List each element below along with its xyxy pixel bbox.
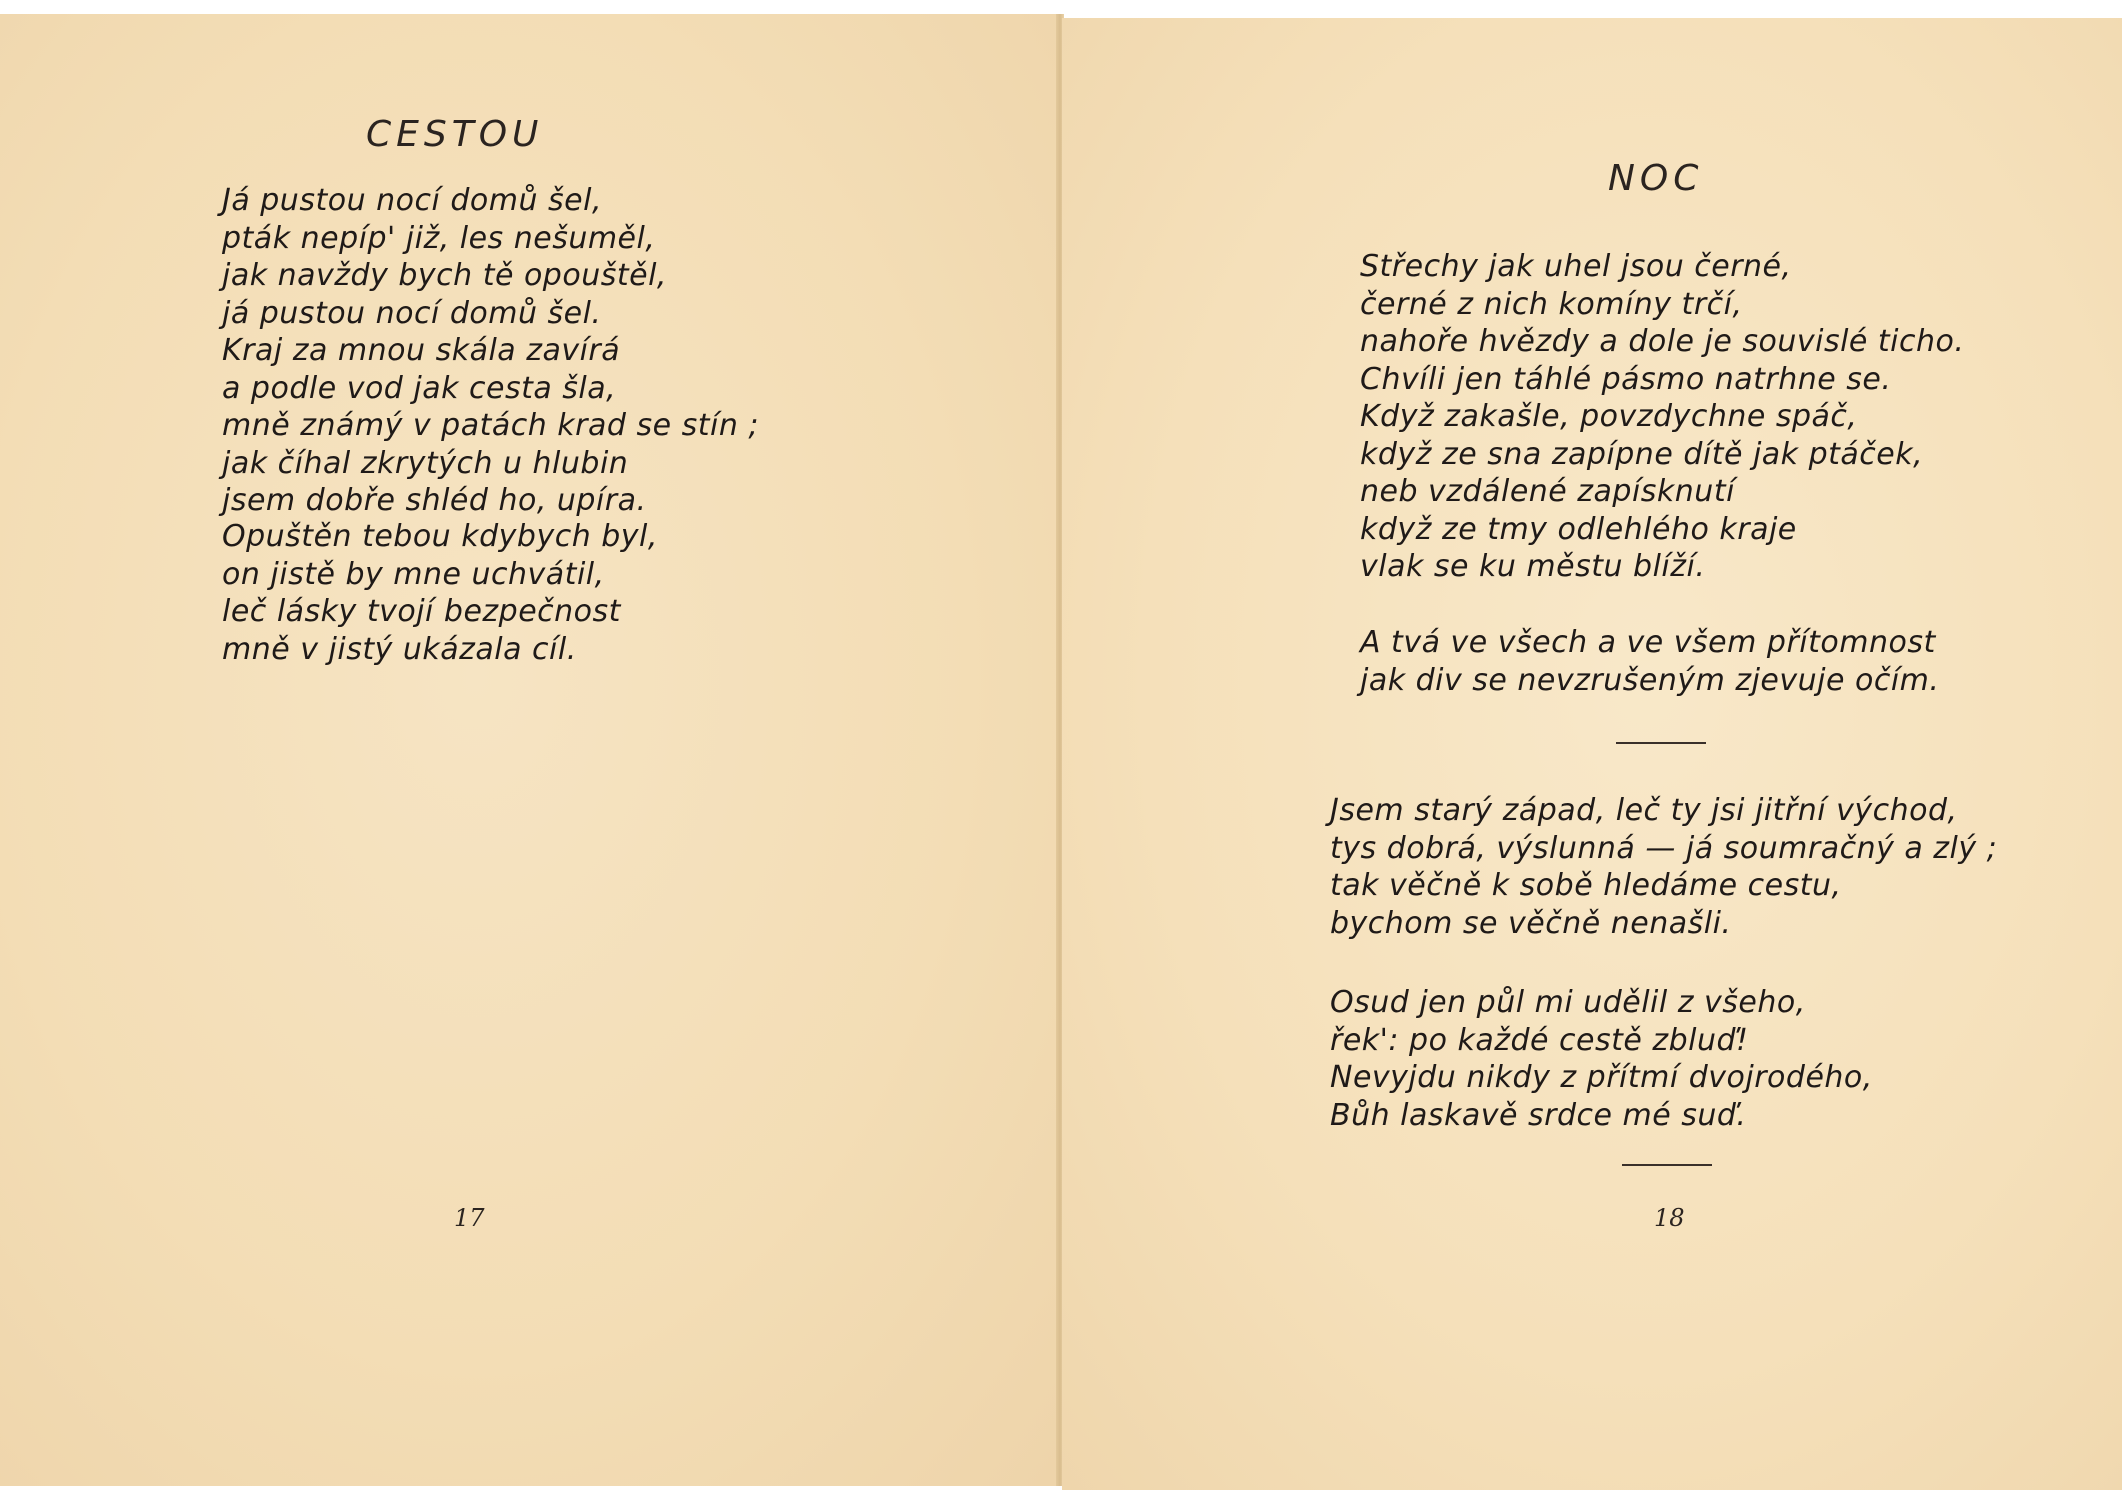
poem-line: nahoře hvězdy a dole je souvislé ticho. [1360, 324, 1965, 359]
poem-line: tys dobrá, výslunná — já soumračný a zlý ; [1330, 830, 1998, 866]
poem-line: a podle vod jak cesta šla, [222, 370, 617, 406]
end-divider [1622, 1164, 1712, 1166]
poem-line: jsem dobře shléd ho, upíra. [222, 483, 647, 518]
poem-line: tak věčně k sobě hledáme cestu, [1330, 868, 1842, 903]
poem-line: Já pustou nocí domů šel, [222, 183, 602, 218]
stanza [1330, 792, 1997, 942]
page-number: 18 [1654, 1204, 1685, 1232]
poem-line: jak číhal zkrytých u hlubin [222, 445, 629, 481]
stanza [222, 518, 658, 668]
poem-line: Střechy jak uhel jsou černé, [1360, 249, 1792, 284]
stanza [1360, 624, 1939, 699]
poem-line: neb vzdálené zapísknutí [1360, 474, 1735, 509]
poem-line: já pustou nocí domů šel. [222, 295, 602, 331]
poem-line: Nevyjdu nikdy z přítmí dvojrodého, [1330, 1060, 1873, 1095]
poem-line: jak navždy bych tě opouštěl, [222, 258, 667, 293]
poem-line: černé z nich komíny trčí, [1360, 286, 1743, 322]
poem-line: když ze sna zapípne dítě jak ptáček, [1360, 436, 1924, 472]
poem-line: řek': po každé cestě zbluď! [1330, 1022, 1749, 1058]
stanza [1330, 984, 1873, 1134]
poem-title-noc: NOC [1608, 158, 1704, 199]
poem-line: Osud jen půl mi udělil z všeho, [1330, 985, 1806, 1020]
poem-line: on jistě by mne uchvátil, [222, 556, 605, 592]
poem-title-cestou: CESTOU [366, 114, 544, 155]
section-divider [1616, 742, 1706, 744]
poem-line: bychom se věčně nenašli. [1330, 905, 1732, 941]
poem-line: A tvá ve všech a ve všem přítomnost [1360, 625, 1936, 660]
poem-line: Jsem starý západ, leč ty jsi jitřní východ, [1330, 793, 1958, 828]
poem-line: mně známý v patách krad se stín ; [222, 408, 759, 443]
page-number: 17 [454, 1204, 485, 1232]
stanza [222, 332, 759, 520]
poem-line: vlak se ku městu blíží. [1360, 549, 1706, 584]
left-page [0, 14, 1058, 1486]
poem-line: když ze tmy odlehlého kraje [1360, 511, 1797, 547]
stanza [1360, 248, 1964, 586]
stanza [222, 182, 667, 332]
right-page [1062, 18, 2122, 1490]
poem-line: pták nepíp' již, les nešuměl, [222, 220, 656, 256]
poem-line: Kraj za mnou skála zavírá [222, 333, 621, 368]
poem-line: Bůh laskavě srdce mé suď. [1330, 1097, 1747, 1133]
poem-line: jak div se nevzrušeným zjevuje očím. [1360, 662, 1940, 698]
poem-line: leč lásky tvojí bezpečnost [222, 594, 621, 629]
poem-line: Opuštěn tebou kdybych byl, [222, 519, 658, 554]
poem-line: mně v jistý ukázala cíl. [222, 631, 577, 667]
poem-line: Chvíli jen táhlé pásmo natrhne se. [1360, 361, 1892, 397]
poem-line: Když zakašle, povzdychne spáč, [1360, 399, 1858, 434]
